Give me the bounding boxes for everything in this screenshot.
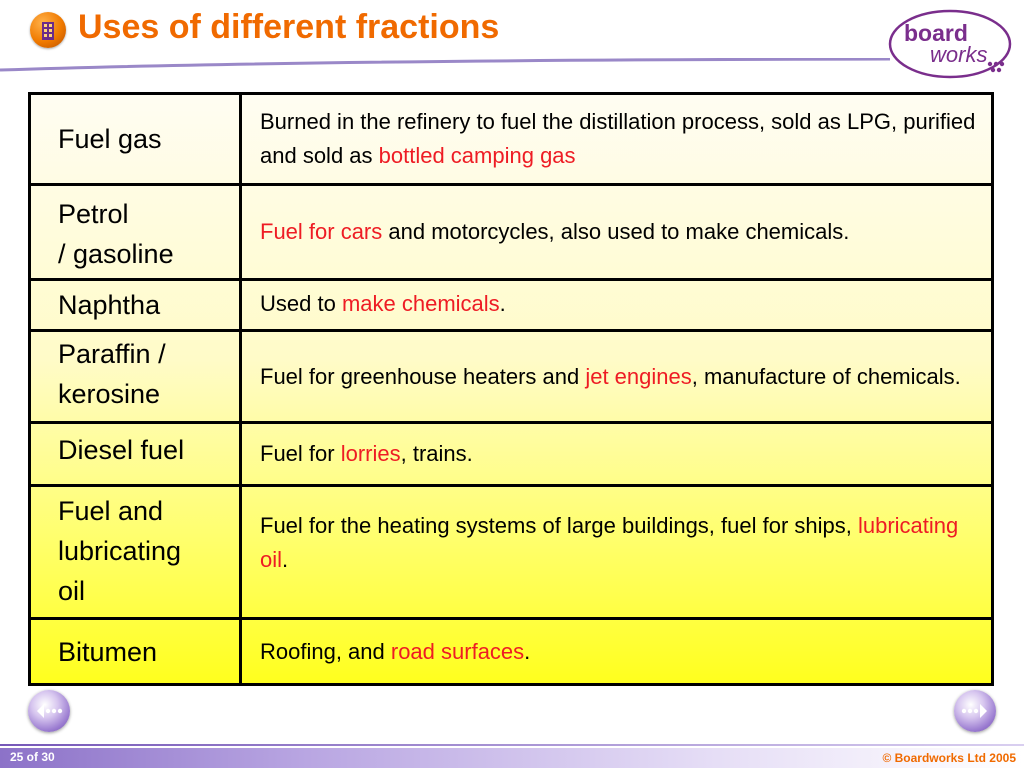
fraction-name-text xyxy=(58,491,181,611)
use-text: Fuel for xyxy=(260,441,341,466)
fractions-table xyxy=(28,92,994,686)
use-text: . xyxy=(524,638,531,664)
fraction-name xyxy=(31,281,242,329)
fraction-name-line: Fuel and xyxy=(58,496,164,526)
previous-slide-button[interactable] xyxy=(28,690,70,732)
fraction-use-text xyxy=(260,509,983,577)
table-row xyxy=(31,487,991,620)
use-text: and motorcycles, also used to make chemicals. xyxy=(382,219,850,244)
fraction-use-text xyxy=(260,360,961,394)
use-text: , trains. xyxy=(400,441,473,466)
header-divider xyxy=(0,58,890,72)
fraction-name-text xyxy=(58,632,157,672)
logo-line1: board xyxy=(904,20,968,46)
fraction-use-text xyxy=(260,635,530,669)
boardworks-logo xyxy=(886,6,1018,82)
use-text: Fuel for the heating systems of large buildings, fuel for ships, xyxy=(260,513,858,538)
highlighted-use: lorries xyxy=(340,441,401,466)
copyright-notice: © Boardworks Ltd 2005 xyxy=(882,751,1016,765)
footer-bar xyxy=(0,748,1024,768)
refinery-building-icon xyxy=(30,12,66,48)
table-row xyxy=(31,95,991,186)
fraction-use-text xyxy=(260,215,849,249)
use-text: . xyxy=(499,291,506,316)
slide-counter: 25 of 30 xyxy=(10,750,55,764)
fraction-name-line: Paraffin / xyxy=(58,339,166,369)
table-row xyxy=(31,281,991,332)
fraction-name-line: oil xyxy=(58,576,86,606)
fraction-name-text xyxy=(58,430,184,470)
fraction-use-text xyxy=(260,105,983,173)
footer-divider xyxy=(0,744,1024,746)
fraction-name-line: lubricating xyxy=(58,536,182,566)
next-slide-button[interactable] xyxy=(954,690,996,732)
use-text: , manufacture of chemicals. xyxy=(691,363,961,389)
fraction-name-line: Fuel gas xyxy=(58,124,162,154)
use-text: Burned in the refinery to fuel the distillation process, sold as LPG, purified and sold as xyxy=(260,109,976,168)
highlighted-use: Fuel for cars xyxy=(260,219,383,244)
fraction-use xyxy=(260,95,983,183)
next-slide-icon xyxy=(954,690,996,732)
previous-slide-icon xyxy=(28,690,70,732)
fraction-use xyxy=(260,424,983,484)
highlighted-use: make chemicals xyxy=(341,291,500,316)
fraction-name-line: kerosine xyxy=(58,379,161,409)
fraction-name-text xyxy=(58,119,162,159)
use-text: Fuel for greenhouse heaters and xyxy=(260,363,586,389)
highlighted-use: lubricating oil xyxy=(260,513,959,572)
fraction-name xyxy=(31,186,242,278)
use-text: Roofing, and xyxy=(260,638,391,664)
fraction-name xyxy=(31,95,242,183)
fraction-name-line: / gasoline xyxy=(58,239,174,269)
fraction-name-line: Bitumen xyxy=(58,636,158,667)
fraction-name xyxy=(31,332,242,421)
fraction-use xyxy=(260,620,983,683)
fraction-use xyxy=(260,281,983,329)
use-text: Used to xyxy=(260,291,342,316)
fraction-use-text xyxy=(260,437,473,471)
table-row xyxy=(31,186,991,281)
fraction-use xyxy=(260,487,983,617)
table-row xyxy=(31,424,991,487)
highlighted-use: road surfaces xyxy=(390,638,525,664)
fraction-name-text xyxy=(58,194,174,274)
table-row xyxy=(31,332,991,424)
fraction-name xyxy=(31,487,242,617)
fraction-use-text xyxy=(260,287,506,321)
fraction-use xyxy=(260,186,983,278)
fraction-name-line: Naphtha xyxy=(58,290,161,320)
table-row xyxy=(31,620,991,683)
highlighted-use: jet engines xyxy=(585,363,692,389)
fraction-name xyxy=(31,424,242,484)
fraction-name-text xyxy=(58,285,160,325)
fraction-name-text xyxy=(58,334,166,414)
fraction-name-line: Petrol xyxy=(58,199,129,229)
fraction-use xyxy=(260,332,983,421)
use-text: . xyxy=(282,547,289,572)
logo-line2: works xyxy=(930,42,988,67)
fraction-name-line: Diesel fuel xyxy=(58,435,185,465)
page-title: Uses of different fractions xyxy=(78,8,500,46)
highlighted-use: bottled camping gas xyxy=(378,143,576,168)
fraction-name xyxy=(31,620,242,683)
